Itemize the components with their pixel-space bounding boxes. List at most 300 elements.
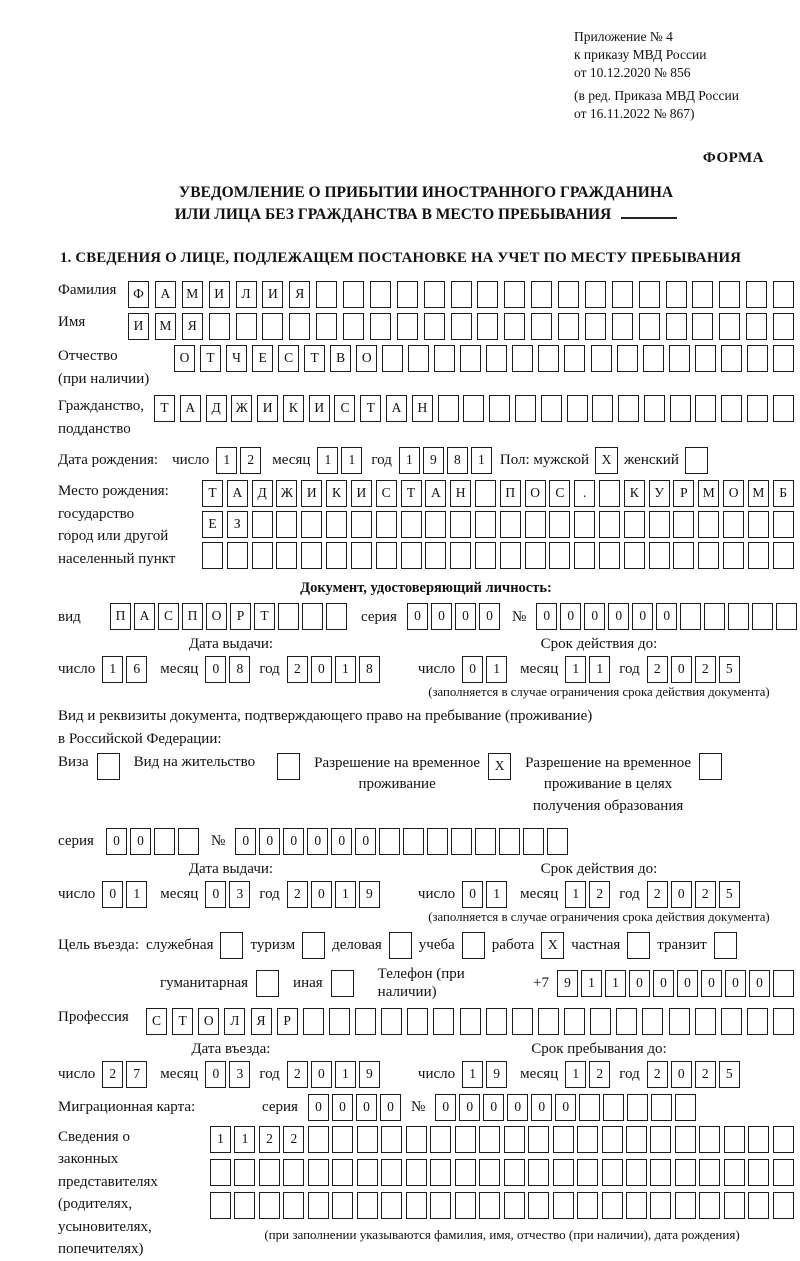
char-cell[interactable]: 2 — [695, 881, 716, 908]
char-cell[interactable] — [382, 345, 403, 372]
char-cell[interactable]: 0 — [380, 1094, 401, 1121]
char-cell[interactable]: А — [386, 395, 407, 422]
char-cell[interactable] — [723, 511, 744, 538]
char-cell[interactable]: 0 — [483, 1094, 504, 1121]
char-cell[interactable] — [259, 1192, 280, 1219]
char-cell[interactable] — [154, 828, 175, 855]
char-cell[interactable] — [528, 1126, 549, 1153]
char-cell[interactable] — [673, 542, 694, 569]
char-cell[interactable] — [397, 281, 418, 308]
char-cell[interactable] — [376, 511, 397, 538]
char-cell[interactable] — [626, 1126, 647, 1153]
char-cell[interactable]: 0 — [701, 970, 722, 997]
char-cell[interactable] — [301, 542, 322, 569]
char-cell[interactable] — [227, 542, 248, 569]
char-cell[interactable] — [585, 281, 606, 308]
char-cell[interactable]: 1 — [605, 970, 626, 997]
char-cell[interactable]: О — [525, 480, 546, 507]
char-cell[interactable] — [746, 281, 767, 308]
char-cell[interactable] — [236, 313, 257, 340]
char-cell[interactable] — [463, 395, 484, 422]
char-cell[interactable]: 0 — [560, 603, 581, 630]
char-cell[interactable] — [504, 1192, 525, 1219]
char-cell[interactable] — [397, 313, 418, 340]
char-cell[interactable]: А — [155, 281, 176, 308]
char-cell[interactable] — [721, 1008, 742, 1035]
char-cell[interactable]: М — [748, 480, 769, 507]
char-cell[interactable]: 0 — [462, 656, 483, 683]
char-cell[interactable]: 0 — [462, 881, 483, 908]
char-cell[interactable]: 1 — [102, 656, 123, 683]
char-cell[interactable] — [351, 511, 372, 538]
char-cell[interactable] — [512, 345, 533, 372]
char-cell[interactable]: 6 — [126, 656, 147, 683]
char-cell[interactable]: 0 — [102, 881, 123, 908]
char-cell[interactable] — [643, 345, 664, 372]
char-cell[interactable] — [202, 542, 223, 569]
purpose-business-checkbox[interactable] — [389, 932, 412, 959]
char-cell[interactable] — [451, 313, 472, 340]
char-cell[interactable]: 8 — [359, 656, 380, 683]
char-cell[interactable]: 3 — [229, 881, 250, 908]
char-cell[interactable]: Р — [230, 603, 251, 630]
char-cell[interactable]: Д — [206, 395, 227, 422]
char-cell[interactable] — [669, 345, 690, 372]
char-cell[interactable]: 9 — [557, 970, 578, 997]
char-cell[interactable] — [549, 542, 570, 569]
char-cell[interactable] — [357, 1192, 378, 1219]
char-cell[interactable] — [528, 1192, 549, 1219]
char-cell[interactable] — [424, 313, 445, 340]
char-cell[interactable] — [479, 1126, 500, 1153]
char-cell[interactable]: 0 — [671, 656, 692, 683]
char-cell[interactable] — [276, 542, 297, 569]
char-cell[interactable]: С — [334, 395, 355, 422]
char-cell[interactable]: Я — [251, 1008, 272, 1035]
char-cell[interactable] — [773, 542, 794, 569]
char-cell[interactable]: А — [180, 395, 201, 422]
char-cell[interactable]: И — [351, 480, 372, 507]
char-cell[interactable] — [401, 542, 422, 569]
char-cell[interactable]: 0 — [311, 881, 332, 908]
char-cell[interactable]: С — [549, 480, 570, 507]
char-cell[interactable] — [329, 1008, 350, 1035]
char-cell[interactable]: 3 — [229, 1061, 250, 1088]
char-cell[interactable]: 0 — [355, 828, 376, 855]
char-cell[interactable] — [695, 395, 716, 422]
char-cell[interactable] — [719, 313, 740, 340]
char-cell[interactable] — [486, 1008, 507, 1035]
char-cell[interactable]: И — [301, 480, 322, 507]
char-cell[interactable]: С — [158, 603, 179, 630]
char-cell[interactable]: 0 — [536, 603, 557, 630]
char-cell[interactable]: У — [649, 480, 670, 507]
char-cell[interactable] — [424, 281, 445, 308]
char-cell[interactable]: Т — [154, 395, 175, 422]
char-cell[interactable]: Т — [304, 345, 325, 372]
char-cell[interactable] — [289, 313, 310, 340]
char-cell[interactable]: 2 — [695, 656, 716, 683]
char-cell[interactable] — [773, 511, 794, 538]
char-cell[interactable]: 0 — [632, 603, 653, 630]
char-cell[interactable]: 0 — [584, 603, 605, 630]
char-cell[interactable] — [381, 1126, 402, 1153]
char-cell[interactable] — [719, 281, 740, 308]
char-cell[interactable] — [406, 1126, 427, 1153]
char-cell[interactable] — [525, 542, 546, 569]
char-cell[interactable]: Ж — [276, 480, 297, 507]
char-cell[interactable] — [695, 1008, 716, 1035]
char-cell[interactable]: 1 — [565, 656, 586, 683]
char-cell[interactable] — [776, 603, 797, 630]
char-cell[interactable]: 0 — [106, 828, 127, 855]
purpose-other-checkbox[interactable] — [331, 970, 354, 997]
char-cell[interactable]: О — [723, 480, 744, 507]
char-cell[interactable]: С — [376, 480, 397, 507]
char-cell[interactable]: 0 — [671, 1061, 692, 1088]
char-cell[interactable]: 2 — [647, 1061, 668, 1088]
char-cell[interactable]: О — [206, 603, 227, 630]
char-cell[interactable]: Т — [172, 1008, 193, 1035]
char-cell[interactable] — [599, 542, 620, 569]
char-cell[interactable]: 2 — [647, 656, 668, 683]
char-cell[interactable]: 0 — [259, 828, 280, 855]
char-cell[interactable]: И — [257, 395, 278, 422]
char-cell[interactable]: 0 — [356, 1094, 377, 1121]
char-cell[interactable] — [670, 395, 691, 422]
char-cell[interactable] — [401, 511, 422, 538]
char-cell[interactable] — [585, 313, 606, 340]
char-cell[interactable]: О — [356, 345, 377, 372]
char-cell[interactable]: И — [209, 281, 230, 308]
char-cell[interactable]: 1 — [126, 881, 147, 908]
char-cell[interactable]: 1 — [589, 656, 610, 683]
char-cell[interactable]: 1 — [565, 1061, 586, 1088]
char-cell[interactable] — [302, 603, 323, 630]
char-cell[interactable] — [209, 313, 230, 340]
char-cell[interactable]: А — [227, 480, 248, 507]
char-cell[interactable] — [627, 1094, 648, 1121]
char-cell[interactable] — [773, 313, 794, 340]
char-cell[interactable] — [651, 1094, 672, 1121]
char-cell[interactable] — [602, 1126, 623, 1153]
char-cell[interactable] — [316, 313, 337, 340]
char-cell[interactable] — [351, 542, 372, 569]
char-cell[interactable]: 1 — [471, 447, 492, 474]
char-cell[interactable] — [343, 281, 364, 308]
char-cell[interactable] — [252, 511, 273, 538]
char-cell[interactable]: 0 — [307, 828, 328, 855]
char-cell[interactable] — [357, 1126, 378, 1153]
char-cell[interactable] — [602, 1192, 623, 1219]
char-cell[interactable]: А — [425, 480, 446, 507]
char-cell[interactable] — [547, 828, 568, 855]
char-cell[interactable]: 2 — [102, 1061, 123, 1088]
char-cell[interactable] — [549, 511, 570, 538]
char-cell[interactable]: М — [698, 480, 719, 507]
char-cell[interactable]: 2 — [287, 1061, 308, 1088]
char-cell[interactable] — [617, 345, 638, 372]
char-cell[interactable]: 5 — [719, 656, 740, 683]
char-cell[interactable] — [523, 828, 544, 855]
char-cell[interactable]: 0 — [205, 1061, 226, 1088]
char-cell[interactable]: 1 — [335, 656, 356, 683]
char-cell[interactable] — [455, 1192, 476, 1219]
purpose-official-checkbox[interactable] — [220, 932, 243, 959]
char-cell[interactable]: 5 — [719, 881, 740, 908]
char-cell[interactable]: 0 — [671, 881, 692, 908]
char-cell[interactable]: 0 — [459, 1094, 480, 1121]
char-cell[interactable] — [438, 395, 459, 422]
char-cell[interactable] — [475, 511, 496, 538]
char-cell[interactable] — [316, 281, 337, 308]
char-cell[interactable] — [455, 1126, 476, 1153]
char-cell[interactable] — [724, 1192, 745, 1219]
char-cell[interactable]: Т — [254, 603, 275, 630]
char-cell[interactable] — [210, 1192, 231, 1219]
char-cell[interactable] — [355, 1008, 376, 1035]
char-cell[interactable] — [564, 345, 585, 372]
char-cell[interactable] — [666, 313, 687, 340]
char-cell[interactable] — [592, 395, 613, 422]
char-cell[interactable]: О — [198, 1008, 219, 1035]
char-cell[interactable] — [475, 542, 496, 569]
char-cell[interactable]: Н — [412, 395, 433, 422]
char-cell[interactable]: 2 — [259, 1126, 280, 1153]
char-cell[interactable]: 9 — [359, 1061, 380, 1088]
char-cell[interactable] — [747, 345, 768, 372]
char-cell[interactable]: З — [227, 511, 248, 538]
char-cell[interactable] — [407, 1008, 428, 1035]
char-cell[interactable]: Т — [200, 345, 221, 372]
char-cell[interactable]: 9 — [359, 881, 380, 908]
char-cell[interactable] — [370, 281, 391, 308]
char-cell[interactable] — [704, 603, 725, 630]
char-cell[interactable]: М — [155, 313, 176, 340]
char-cell[interactable] — [408, 345, 429, 372]
char-cell[interactable]: 0 — [455, 603, 476, 630]
char-cell[interactable]: 0 — [205, 881, 226, 908]
char-cell[interactable] — [538, 1008, 559, 1035]
char-cell[interactable] — [624, 511, 645, 538]
char-cell[interactable]: П — [182, 603, 203, 630]
char-cell[interactable]: 0 — [308, 1094, 329, 1121]
char-cell[interactable] — [477, 313, 498, 340]
char-cell[interactable] — [178, 828, 199, 855]
char-cell[interactable] — [558, 281, 579, 308]
char-cell[interactable] — [541, 395, 562, 422]
char-cell[interactable]: 0 — [331, 828, 352, 855]
char-cell[interactable] — [577, 1192, 598, 1219]
char-cell[interactable]: 1 — [234, 1126, 255, 1153]
char-cell[interactable] — [326, 542, 347, 569]
residence-permit-checkbox[interactable] — [277, 753, 300, 780]
visa-checkbox[interactable] — [97, 753, 120, 780]
char-cell[interactable]: 1 — [335, 881, 356, 908]
purpose-transit-checkbox[interactable] — [714, 932, 737, 959]
char-cell[interactable] — [699, 1192, 720, 1219]
char-cell[interactable] — [433, 1008, 454, 1035]
char-cell[interactable]: 0 — [332, 1094, 353, 1121]
char-cell[interactable] — [599, 511, 620, 538]
char-cell[interactable]: 0 — [479, 603, 500, 630]
sex-female-checkbox[interactable] — [685, 447, 708, 474]
char-cell[interactable]: И — [309, 395, 330, 422]
char-cell[interactable] — [283, 1192, 304, 1219]
char-cell[interactable]: 2 — [647, 881, 668, 908]
char-cell[interactable] — [326, 511, 347, 538]
char-cell[interactable] — [773, 1126, 794, 1153]
char-cell[interactable]: 2 — [287, 881, 308, 908]
char-cell[interactable]: 2 — [589, 1061, 610, 1088]
char-cell[interactable]: 8 — [229, 656, 250, 683]
char-cell[interactable]: 2 — [240, 447, 261, 474]
char-cell[interactable]: Р — [673, 480, 694, 507]
char-cell[interactable] — [525, 511, 546, 538]
char-cell[interactable] — [301, 511, 322, 538]
char-cell[interactable]: Я — [182, 313, 203, 340]
char-cell[interactable] — [515, 395, 536, 422]
char-cell[interactable]: Т — [401, 480, 422, 507]
char-cell[interactable]: К — [326, 480, 347, 507]
char-cell[interactable]: Е — [202, 511, 223, 538]
char-cell[interactable] — [675, 1192, 696, 1219]
char-cell[interactable]: И — [262, 281, 283, 308]
char-cell[interactable] — [460, 1008, 481, 1035]
char-cell[interactable]: 0 — [431, 603, 452, 630]
char-cell[interactable] — [531, 281, 552, 308]
char-cell[interactable]: 2 — [695, 1061, 716, 1088]
char-cell[interactable]: 1 — [335, 1061, 356, 1088]
char-cell[interactable]: 0 — [311, 1061, 332, 1088]
char-cell[interactable] — [381, 1192, 402, 1219]
char-cell[interactable]: 1 — [317, 447, 338, 474]
char-cell[interactable] — [591, 345, 612, 372]
char-cell[interactable] — [698, 511, 719, 538]
char-cell[interactable] — [489, 395, 510, 422]
char-cell[interactable] — [406, 1192, 427, 1219]
char-cell[interactable]: 0 — [653, 970, 674, 997]
char-cell[interactable] — [626, 1192, 647, 1219]
char-cell[interactable] — [773, 1008, 794, 1035]
char-cell[interactable]: 0 — [235, 828, 256, 855]
purpose-study-checkbox[interactable] — [462, 932, 485, 959]
char-cell[interactable] — [332, 1126, 353, 1153]
char-cell[interactable] — [579, 1094, 600, 1121]
char-cell[interactable]: 0 — [608, 603, 629, 630]
char-cell[interactable]: 9 — [423, 447, 444, 474]
char-cell[interactable] — [486, 345, 507, 372]
char-cell[interactable]: 1 — [399, 447, 420, 474]
char-cell[interactable] — [376, 542, 397, 569]
char-cell[interactable] — [553, 1192, 574, 1219]
char-cell[interactable]: 1 — [341, 447, 362, 474]
char-cell[interactable] — [234, 1192, 255, 1219]
char-cell[interactable] — [590, 1008, 611, 1035]
char-cell[interactable]: С — [146, 1008, 167, 1035]
char-cell[interactable]: 0 — [656, 603, 677, 630]
char-cell[interactable] — [639, 313, 660, 340]
char-cell[interactable] — [618, 395, 639, 422]
char-cell[interactable] — [666, 281, 687, 308]
char-cell[interactable]: 2 — [589, 881, 610, 908]
purpose-tourism-checkbox[interactable] — [302, 932, 325, 959]
char-cell[interactable] — [434, 345, 455, 372]
char-cell[interactable]: В — [330, 345, 351, 372]
char-cell[interactable] — [504, 1126, 525, 1153]
char-cell[interactable] — [308, 1126, 329, 1153]
char-cell[interactable]: 1 — [581, 970, 602, 997]
char-cell[interactable] — [531, 313, 552, 340]
char-cell[interactable] — [564, 1008, 585, 1035]
char-cell[interactable] — [748, 511, 769, 538]
char-cell[interactable] — [616, 1008, 637, 1035]
char-cell[interactable] — [276, 511, 297, 538]
char-cell[interactable]: Н — [450, 480, 471, 507]
char-cell[interactable] — [639, 281, 660, 308]
char-cell[interactable] — [450, 511, 471, 538]
char-cell[interactable] — [252, 542, 273, 569]
char-cell[interactable] — [773, 970, 794, 997]
char-cell[interactable]: Я — [289, 281, 310, 308]
char-cell[interactable]: Л — [236, 281, 257, 308]
char-cell[interactable] — [599, 480, 620, 507]
char-cell[interactable]: 1 — [216, 447, 237, 474]
char-cell[interactable] — [577, 1126, 598, 1153]
char-cell[interactable]: 0 — [407, 603, 428, 630]
sex-male-checkbox[interactable]: X — [595, 447, 618, 474]
char-cell[interactable]: 0 — [311, 656, 332, 683]
char-cell[interactable]: 8 — [447, 447, 468, 474]
char-cell[interactable]: 0 — [507, 1094, 528, 1121]
char-cell[interactable]: 1 — [565, 881, 586, 908]
char-cell[interactable]: 1 — [462, 1061, 483, 1088]
char-cell[interactable]: К — [283, 395, 304, 422]
char-cell[interactable]: 1 — [486, 656, 507, 683]
purpose-work-checkbox[interactable]: X — [541, 932, 564, 959]
char-cell[interactable] — [450, 542, 471, 569]
char-cell[interactable] — [747, 395, 768, 422]
char-cell[interactable]: 9 — [486, 1061, 507, 1088]
char-cell[interactable] — [746, 313, 767, 340]
char-cell[interactable] — [692, 281, 713, 308]
char-cell[interactable]: С — [278, 345, 299, 372]
char-cell[interactable] — [698, 542, 719, 569]
char-cell[interactable] — [748, 542, 769, 569]
char-cell[interactable]: 5 — [719, 1061, 740, 1088]
char-cell[interactable]: Б — [773, 480, 794, 507]
char-cell[interactable] — [451, 281, 472, 308]
char-cell[interactable]: 0 — [749, 970, 770, 997]
char-cell[interactable] — [308, 1192, 329, 1219]
char-cell[interactable]: О — [174, 345, 195, 372]
char-cell[interactable]: Е — [252, 345, 273, 372]
char-cell[interactable] — [673, 511, 694, 538]
char-cell[interactable] — [773, 281, 794, 308]
char-cell[interactable]: Л — [224, 1008, 245, 1035]
purpose-private-checkbox[interactable] — [627, 932, 650, 959]
char-cell[interactable]: Т — [360, 395, 381, 422]
char-cell[interactable] — [403, 828, 424, 855]
char-cell[interactable] — [475, 480, 496, 507]
char-cell[interactable]: 1 — [210, 1126, 231, 1153]
char-cell[interactable] — [624, 542, 645, 569]
char-cell[interactable] — [752, 603, 773, 630]
char-cell[interactable] — [477, 281, 498, 308]
char-cell[interactable] — [699, 1126, 720, 1153]
char-cell[interactable] — [278, 603, 299, 630]
char-cell[interactable] — [695, 345, 716, 372]
